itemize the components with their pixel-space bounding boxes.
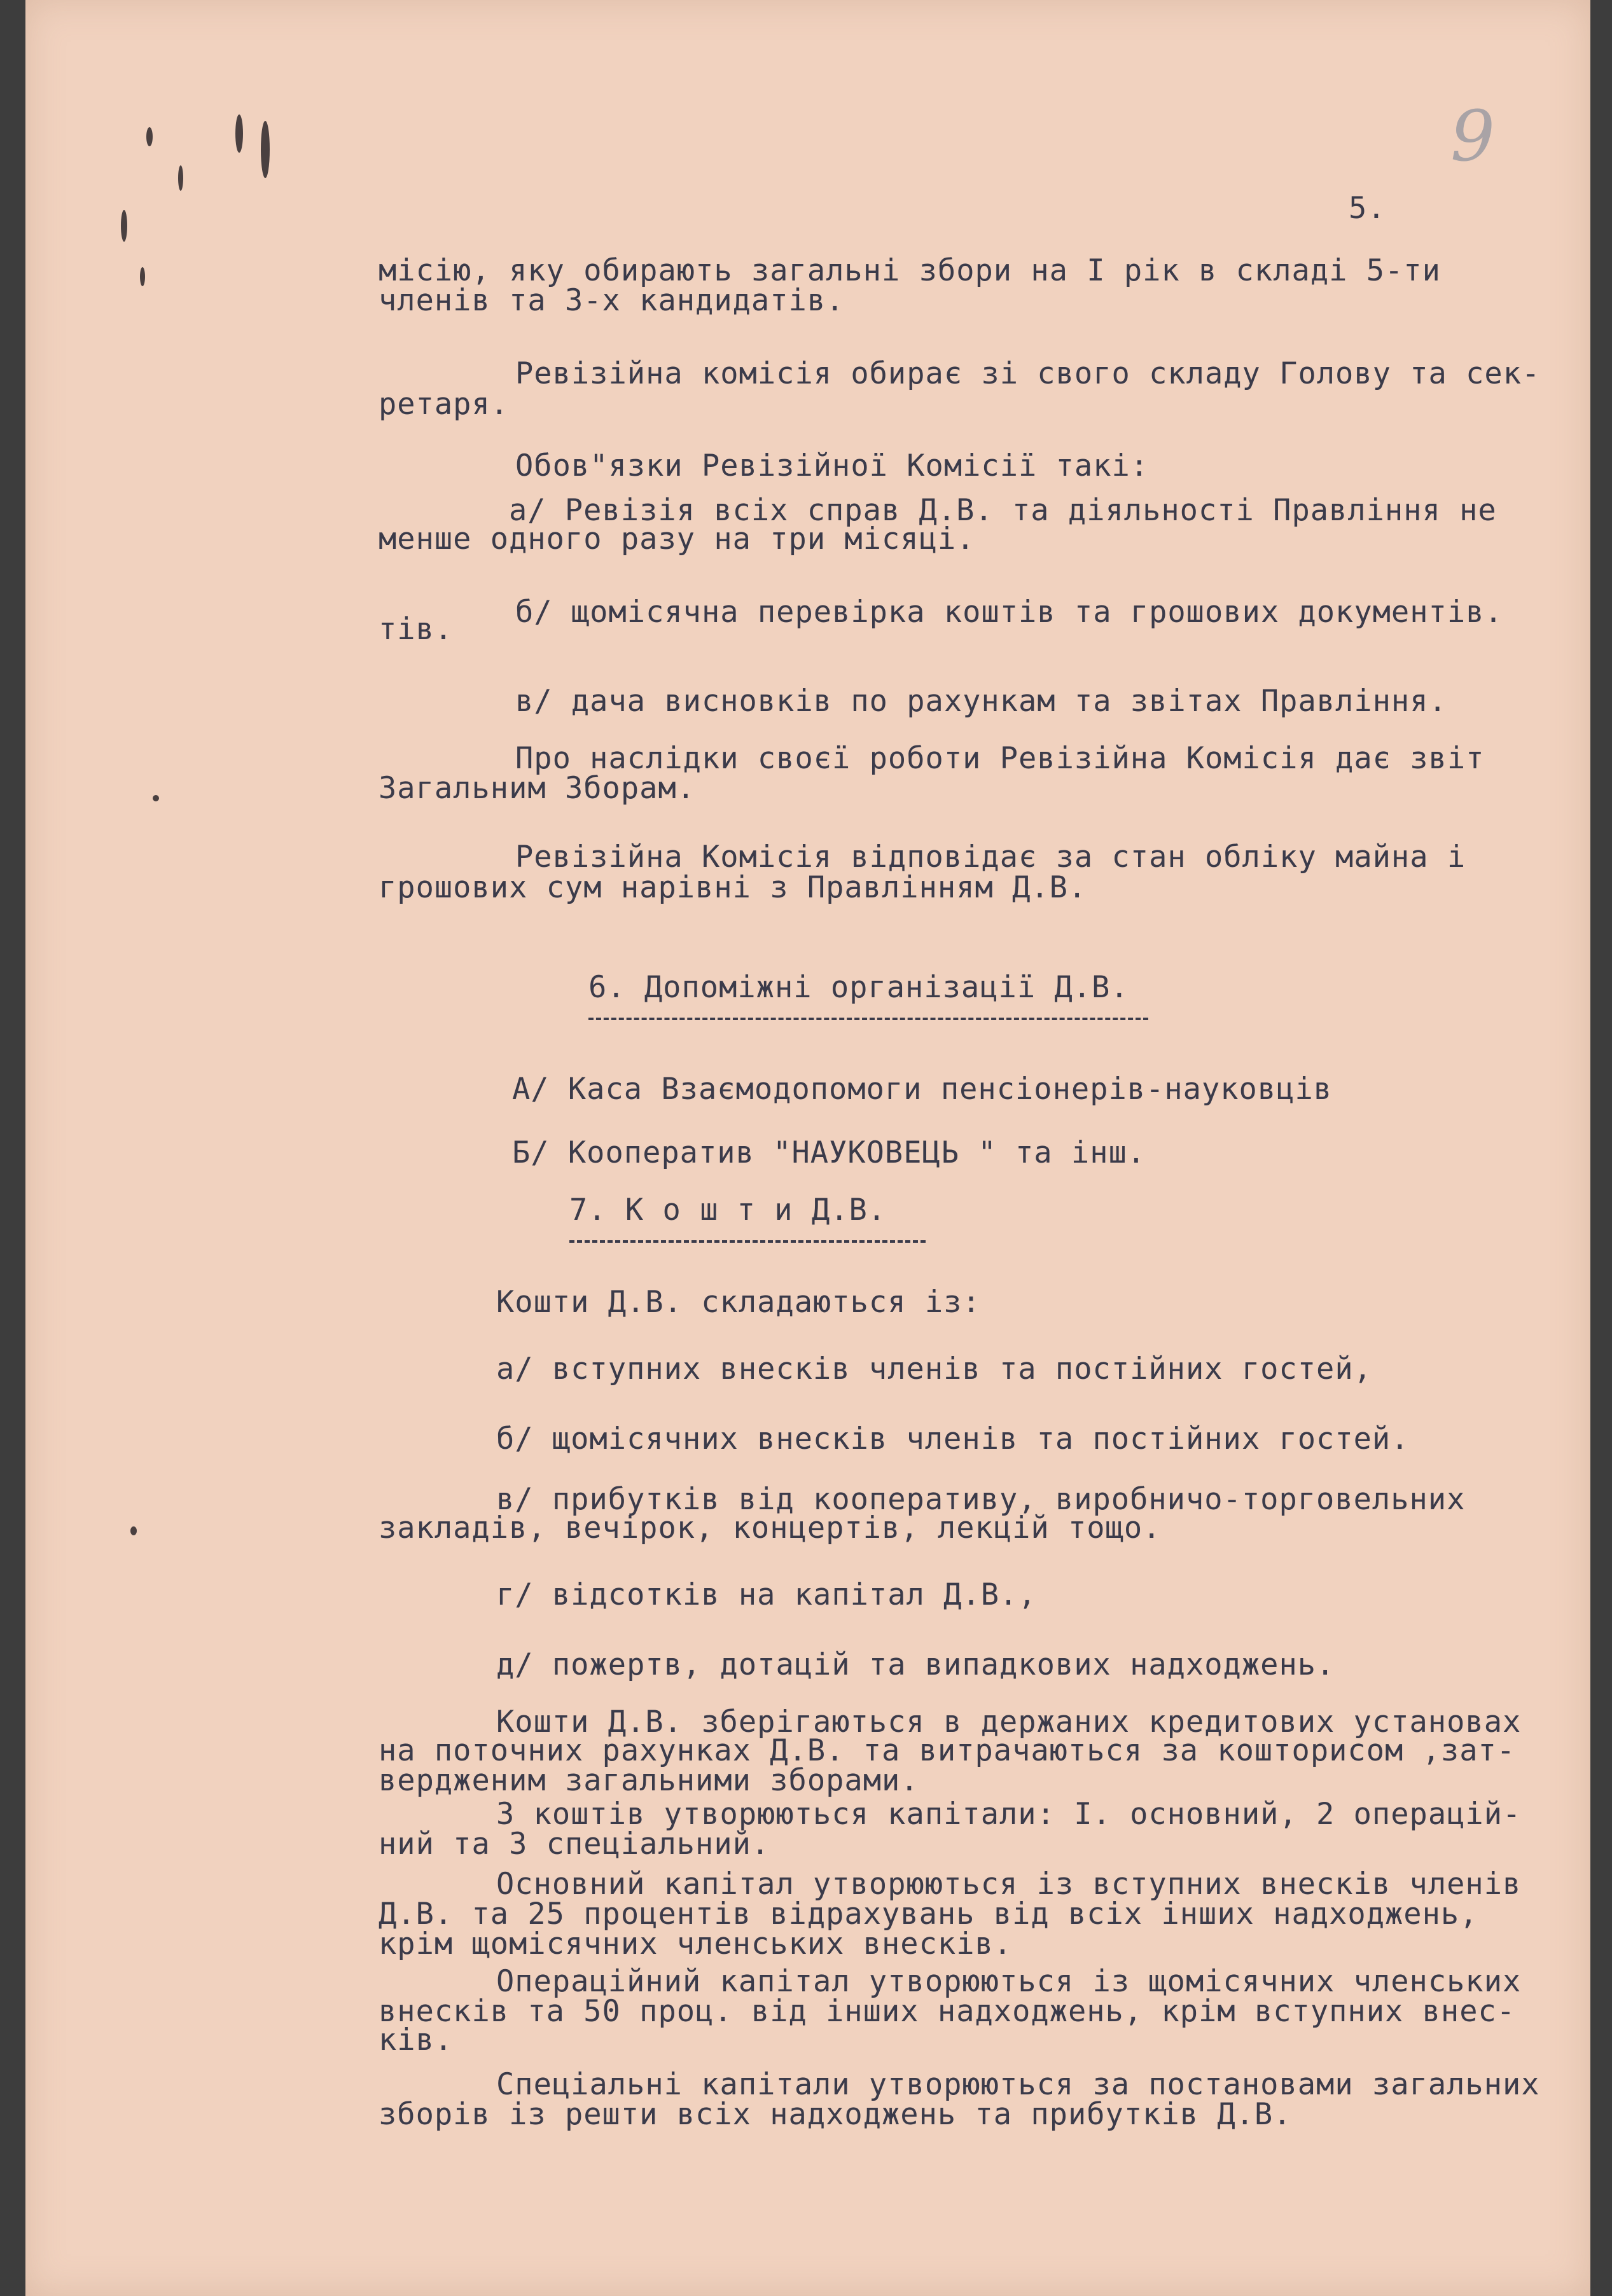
list-item: а/ вступних внесків членів та постійних гостей, [496,1352,1372,1387]
text-line: ний та 3 спеціальний. [379,1827,770,1862]
list-item: в/ дача висновків по рахункам та звітах Правління. [515,684,1447,719]
text-line: Загальним Зборам. [379,771,696,806]
list-item: а/ Ревізія всіх справ Д.В. та діяльності Правління не [509,493,1497,528]
ink-speck [235,114,243,153]
list-item: Б/ Кооператив "НАУКОВЕЦЬ " та інш. [512,1135,1146,1170]
section-heading-7: 7. К о ш т и Д.В. [569,1193,887,1228]
text-line: Кошти Д.В. складаються із: [496,1285,981,1320]
text-line: З коштів утворюються капітали: І. основний, 2 операцій- [496,1797,1522,1832]
text-line: Ревізійна Комісія відповідає за стан обліку майна і [515,840,1466,875]
text-line: членів та 3-х кандидатів. [379,283,845,318]
text-line: на поточних рахунках Д.В. та витрачаються за кошторисом ,зат- [379,1733,1516,1768]
text-line: менше одного разу на три місяці. [379,522,975,557]
text-line: Основний капітал утворюються із вступних внесків членів [496,1867,1522,1902]
list-item: б/ щомісячних внесків членів та постійних гостей. [496,1421,1410,1456]
text-line: вердженим загальними зборами. [379,1763,919,1798]
heading-underline [588,1018,1148,1020]
text-line: ретаря. [379,387,510,422]
ink-speck [130,1526,137,1535]
ink-speck [178,165,183,191]
text-line: внесків та 50 проц. від інших надходжень, крім вступних внес- [379,1994,1516,2029]
list-item: в/ прибутків від кооперативу, виробничо-торговельних [496,1482,1466,1517]
list-item: А/ Каса Взаємодопомоги пенсіонерів-науковців [512,1072,1333,1107]
ink-speck [153,795,159,801]
archive-page-mark: 9 [1450,95,1495,177]
section-heading-6: 6. Допоміжні організації Д.В. [588,970,1129,1005]
list-item: г/ відсотків на капітал Д.В., [496,1577,1037,1612]
document-page [25,0,1590,2296]
list-item: б/ щомісячна перевірка коштів та грошових документів. [515,595,1503,630]
text-line: місію, яку обирають загальні збори на І рік в складі 5-ти [379,253,1441,288]
heading-underline [569,1240,926,1243]
section-subtitle: Обов"язки Ревізійної Комісії такі: [515,448,1150,483]
text-line: Ревізійна комісія обирає зі свого складу Голову та сек- [515,356,1541,391]
text-line: Кошти Д.В. зберігаються в держаних кредитових установах [496,1705,1522,1739]
text-line: Д.В. та 25 процентів відрахувань від всіх інших надходжень, [379,1897,1478,1932]
list-item: д/ пожертв, дотацій та випадкових надходжень. [496,1647,1335,1682]
ink-speck [261,121,270,178]
page-number: 5. [1349,191,1386,226]
text-line: крім щомісячних членських внесків. [379,1926,1013,1961]
text-line: тів. [379,612,454,647]
ink-speck [121,210,127,242]
text-line: ків. [379,2023,454,2057]
text-line: закладів, вечірок, концертів, лекцій тощо. [379,1511,1162,1546]
text-line: грошових сум нарівні з Правлінням Д.В. [379,870,1087,905]
text-line: зборів із решти всіх надходжень та прибутків Д.В. [379,2097,1292,2132]
text-line: Спеціальні капітали утворюються за постановами загальних [496,2067,1540,2102]
ink-speck [140,267,145,286]
text-line: Про наслідки своєї роботи Ревізійна Комісія дає звіт [515,741,1485,776]
ink-speck [146,127,153,146]
text-line: Операційний капітал утворюються із щомісячних членських [496,1964,1522,1999]
